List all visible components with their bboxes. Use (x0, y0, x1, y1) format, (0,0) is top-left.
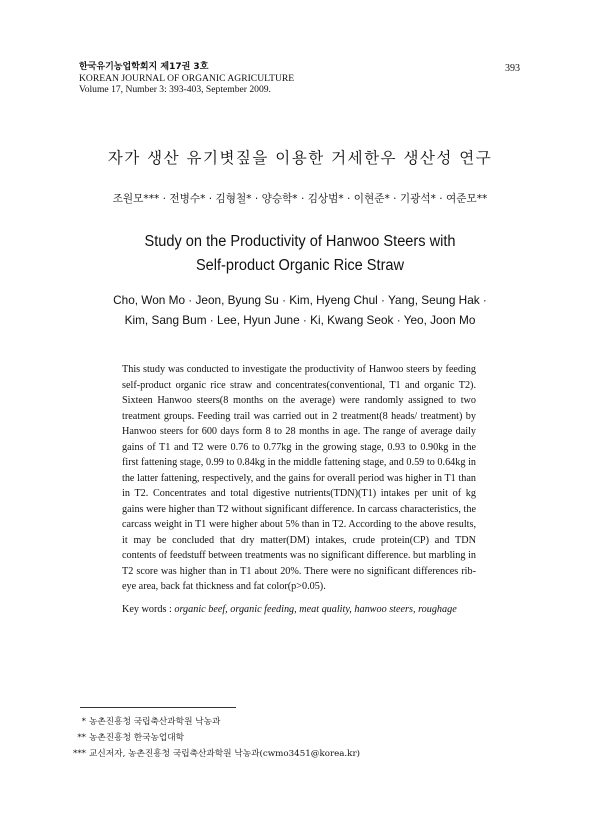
footnote-text: 교신저자, 농촌진흥청 국립축산과학원 낙농과(cwmo3451@korea.kr) (89, 749, 360, 759)
journal-volume-info: Volume 17, Number 3: 393-403, September 2009. (79, 84, 271, 95)
keywords-terms: organic beef, organic feeding, meat quality, hanwoo steers, roughage (174, 604, 457, 615)
footnote-3 (64, 747, 360, 759)
english-authors-line-1: Cho, Won Mo · Jeon, Byung Su · Kim, Hyeng Chul · Yang, Seung Hak · (113, 293, 487, 307)
footnote-1 (64, 715, 220, 727)
footnote-mark: ** (77, 733, 86, 743)
footnote-divider (80, 707, 236, 708)
english-title-line-1: Study on the Productivity of Hanwoo Steers with (144, 233, 456, 250)
journal-name-english: KOREAN JOURNAL OF ORGANIC AGRICULTURE (79, 73, 295, 84)
keywords-label: Key words : (122, 604, 172, 615)
english-authors (0, 291, 600, 330)
abstract: This study was conducted to investigate the productivity of Hanwoo steers by feeding self-product organic rice straw and concentrates(conventional, T1 and organic T2). Sixteen Hanwoo steers(8 months on the average) were randomly assigned to two treatment groups. Feeding trail was carried out in 2 treatment(8 heads/ treatment) by Hanwoo steers for 600 days form 8 to 28 months in age. The range of average daily gains of T1 and T2 were 0.76 to 0.77kg in the growing stage, 0.93 to 0.90kg in the first fattening stage, 0.99 to 0.84kg in the middle fattening stage, and 0.59 to 0.64kg in the latter fattening, respectively, and the gains for overall period was higher in T1 than in T2. Concentrates and total digestive nutrients(TDN)(T1) intakes per unit of kg gains were higher than T2 without significant difference. In carcass characteristics, the carcass weight in T1 were higher about 5% than in T2. According to the above results, it may be concluded that dry matter(DM) intakes, crude protein(CP) and TDN contents of feedstuff between treatments was no significant difference. but marbling in T2 score was higher than in T1 about 20%. There were no significant differences rib-eye area, back fat thickness and fat color(p>0.05). (122, 364, 476, 592)
keywords (122, 604, 492, 615)
footnote-mark: * (81, 717, 86, 727)
english-title-line-2: Self-product Organic Rice Straw (195, 257, 405, 274)
korean-title: 자가 생산 유기볏짚을 이용한 거세한우 생산성 연구 (107, 149, 493, 167)
english-title (18, 230, 582, 278)
footnote-text: 농촌진흥청 국립축산과학원 낙농과 (89, 717, 221, 727)
page-number: 393 (505, 63, 520, 74)
korean-authors: 조원모*** · 전병수* · 김형철* · 양승학* · 김상범* · 이현준* · 기광석* · 여준모** (112, 193, 488, 205)
journal-name-korean: 한국유기농업학회지 제17권 3호 (79, 62, 209, 72)
footnote-mark: *** (72, 749, 86, 759)
footnote-text: 농촌진흥청 한국농업대학 (89, 733, 185, 743)
footnote-2 (64, 731, 184, 743)
english-authors-line-2: Kim, Sang Bum · Lee, Hyun June · Ki, Kwang Seok · Yeo, Joon Mo (124, 312, 476, 327)
journal-header (79, 62, 294, 95)
